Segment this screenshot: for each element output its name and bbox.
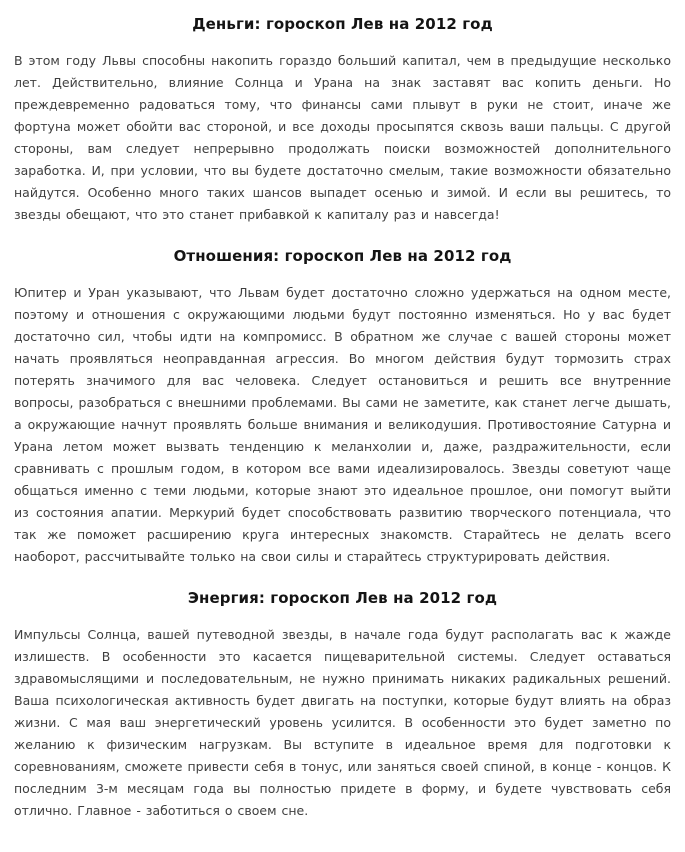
section-money	[14, 14, 671, 226]
section-body-energy: Импульсы Солнца, вашей путеводной звезды, в начале года будут располагать вас к жажде излишеств. В особенности это касается пищеварительной системы. Следует оставаться здравомыслящими и последовательным, не нужно принимать никаких радикальных решений. Ваша психологическая активность будет двигать на поступки, которые будут влиять на образ жизни. С мая ваш энергетический уровень усилится. В особенности это будет заметно по желанию к физическим нагрузкам. Вы вступите в идеальное время для подготовки к соревнованиям, сможете привести себя в тонус, или заняться своей спиной, в конце - концов. К последним 3-м месяцам года вы полностью придете в форму, и будете чувствовать себя отлично. Главное - заботиться о своем сне.	[14, 627, 671, 818]
section-body-money: В этом году Львы способны накопить гораздо больший капитал, чем в предыдущие несколько лет. Действительно, влияние Солнца и Урана на знак заставят вас копить деньги. Но преждевременно радоваться тому, что финансы сами плывут в руки не стоит, иначе же фортуна может обойти вас стороной, и все доходы просыпятся сквозь ваши пальцы. С другой стороны, вам следует непрерывно продолжать поиски возможностей дополнительного заработка. И, при условии, что вы будете достаточно смелым, такие возможности обязательно найдутся. Особенно много таких шансов выпадет осенью и зимой. И если вы решитесь, то звезды обещают, что это станет прибавкой к капиталу раз и навсегда!	[14, 53, 671, 222]
section-energy	[14, 588, 671, 822]
section-title-money: Деньги: гороскоп Лев на 2012 год	[192, 15, 493, 33]
section-title-relationships: Отношения: гороскоп Лев на 2012 год	[173, 247, 512, 265]
section-title-energy: Энергия: гороскоп Лев на 2012 год	[187, 589, 498, 607]
section-relationships	[14, 246, 671, 568]
section-body-relationships: Юпитер и Уран указывают, что Львам будет достаточно сложно удержаться на одном месте, поэтому и отношения с окружающими людьми будут постоянно изменяться. Но у вас будет достаточно сил, чтобы идти на компромисс. В обратном же случае с вашей стороны может начать проявляться неоправданная агрессия. Во многом действия будут тормозить страх потерять значимого для вас человека. Следует остановиться и решить все внутренние вопросы, разобраться с внешними проблемами. Вы сами не заметите, как станет легче дышать, а окружающие начнут проявлять больше внимания и великодушия. Противостояние Сатурна и Урана летом может вызвать тенденцию к меланхолии и, даже, раздражительности, если сравнивать с прошлым годом, в котором все вами идеализировалось. Звезды советуют чаще общаться именно с теми людьми, которые знают это идеальное прошлое, они помогут выйти из состояния апатии. Меркурий будет способствовать развитию творческого потенциала, что так же поможет расширению круга интересных знакомств. Старайтесь не делать всего наоборот, рассчитывайте только на свои силы и старайтесь структурировать действия.	[14, 285, 671, 564]
